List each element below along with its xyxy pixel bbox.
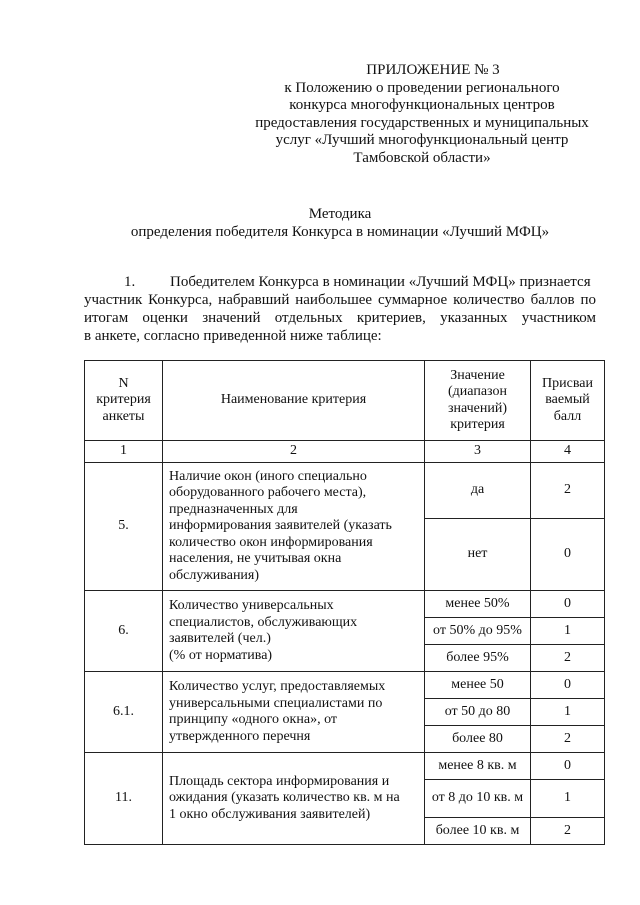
- appendix-line: услуг «Лучший многофункциональный центр: [275, 132, 569, 149]
- paragraph-line: в анкете, согласно приведенной ниже таблице:: [84, 327, 382, 344]
- table-header-row: [85, 361, 605, 441]
- method-heading: [60, 205, 620, 241]
- criterion-name: Наличие окон (иного специально оборудованного рабочего места), предназначенных для информирования заявителей (указать количество окон информирования населения, не учитывая окна обслуживания): [163, 463, 425, 591]
- appendix-title: ПРИЛОЖЕНИЕ № 3: [366, 62, 500, 78]
- column-number: 4: [531, 441, 605, 463]
- criterion-value: менее 8 кв. м: [425, 753, 531, 780]
- criterion-score: 1: [531, 699, 605, 726]
- header-criterion-number: N критерия анкеты: [85, 361, 163, 441]
- criterion-value: да: [425, 463, 531, 519]
- method-title: Методика: [308, 206, 372, 222]
- appendix-line: конкурса многофункциональных центров: [289, 97, 555, 114]
- method-subtitle: определения победителя Конкурса в номинации «Лучший МФЦ»: [130, 224, 550, 240]
- table-row: [85, 753, 605, 780]
- column-number: 2: [163, 441, 425, 463]
- criterion-score: 0: [531, 591, 605, 618]
- criterion-value: менее 50%: [425, 591, 531, 618]
- criterion-score: 0: [531, 519, 605, 591]
- table-numbering-row: [85, 441, 605, 463]
- criterion-number: 11.: [85, 753, 163, 845]
- appendix-line: к Положению о проведении регионального: [284, 79, 560, 96]
- appendix-header: [236, 62, 608, 168]
- paragraph-line: итогам оценки значений отдельных критериев, указанных участником: [84, 309, 596, 326]
- appendix-line: Тамбовской области»: [353, 149, 491, 166]
- paragraph-body: [84, 292, 596, 345]
- criterion-value: более 80: [425, 726, 531, 753]
- header-criterion-value: Значение (диапазон значений) критерия: [425, 361, 531, 441]
- criterion-value: менее 50: [425, 672, 531, 699]
- criterion-name: Количество универсальных специалистов, обслуживающих заявителей (чел.) (% от норматива): [163, 591, 425, 672]
- criterion-score: 2: [531, 645, 605, 672]
- criterion-number: 6.: [85, 591, 163, 672]
- criterion-value: более 95%: [425, 645, 531, 672]
- column-number: 1: [85, 441, 163, 463]
- criterion-value: более 10 кв. м: [425, 818, 531, 845]
- table-row: [85, 672, 605, 699]
- criteria-table: [84, 360, 605, 845]
- column-number: 3: [425, 441, 531, 463]
- criterion-value: от 8 до 10 кв. м: [425, 780, 531, 818]
- criterion-value: от 50% до 95%: [425, 618, 531, 645]
- table-row: [85, 591, 605, 618]
- table-row: [85, 463, 605, 519]
- criterion-number: 5.: [85, 463, 163, 591]
- criterion-score: 2: [531, 463, 605, 519]
- paragraph-1: [116, 274, 598, 292]
- paragraph-line: участник Конкурса, набравший наибольшее суммарное количество баллов по: [84, 292, 596, 308]
- criterion-name: Количество услуг, предоставляемых универсальными специалистами по принципу «одного окна», от утвержденного перечня: [163, 672, 425, 753]
- criterion-score: 0: [531, 672, 605, 699]
- criterion-score: 1: [531, 618, 605, 645]
- criterion-score: 0: [531, 753, 605, 780]
- header-criterion-name: Наименование критерия: [163, 361, 425, 441]
- header-score: Присваи ваемый балл: [531, 361, 605, 441]
- criterion-name: Площадь сектора информирования и ожидания (указать количество кв. м на 1 окно обслуживания заявителей): [163, 753, 425, 845]
- paragraph-first-line: Победителем Конкурса в номинации «Лучший МФЦ» признается: [170, 274, 591, 290]
- criterion-value: нет: [425, 519, 531, 591]
- criterion-value: от 50 до 80: [425, 699, 531, 726]
- paragraph-number: 1.: [124, 274, 136, 290]
- criterion-score: 2: [531, 818, 605, 845]
- criterion-number: 6.1.: [85, 672, 163, 753]
- appendix-line: предоставления государственных и муниципальных: [255, 114, 589, 131]
- criterion-score: 2: [531, 726, 605, 753]
- criterion-score: 1: [531, 780, 605, 818]
